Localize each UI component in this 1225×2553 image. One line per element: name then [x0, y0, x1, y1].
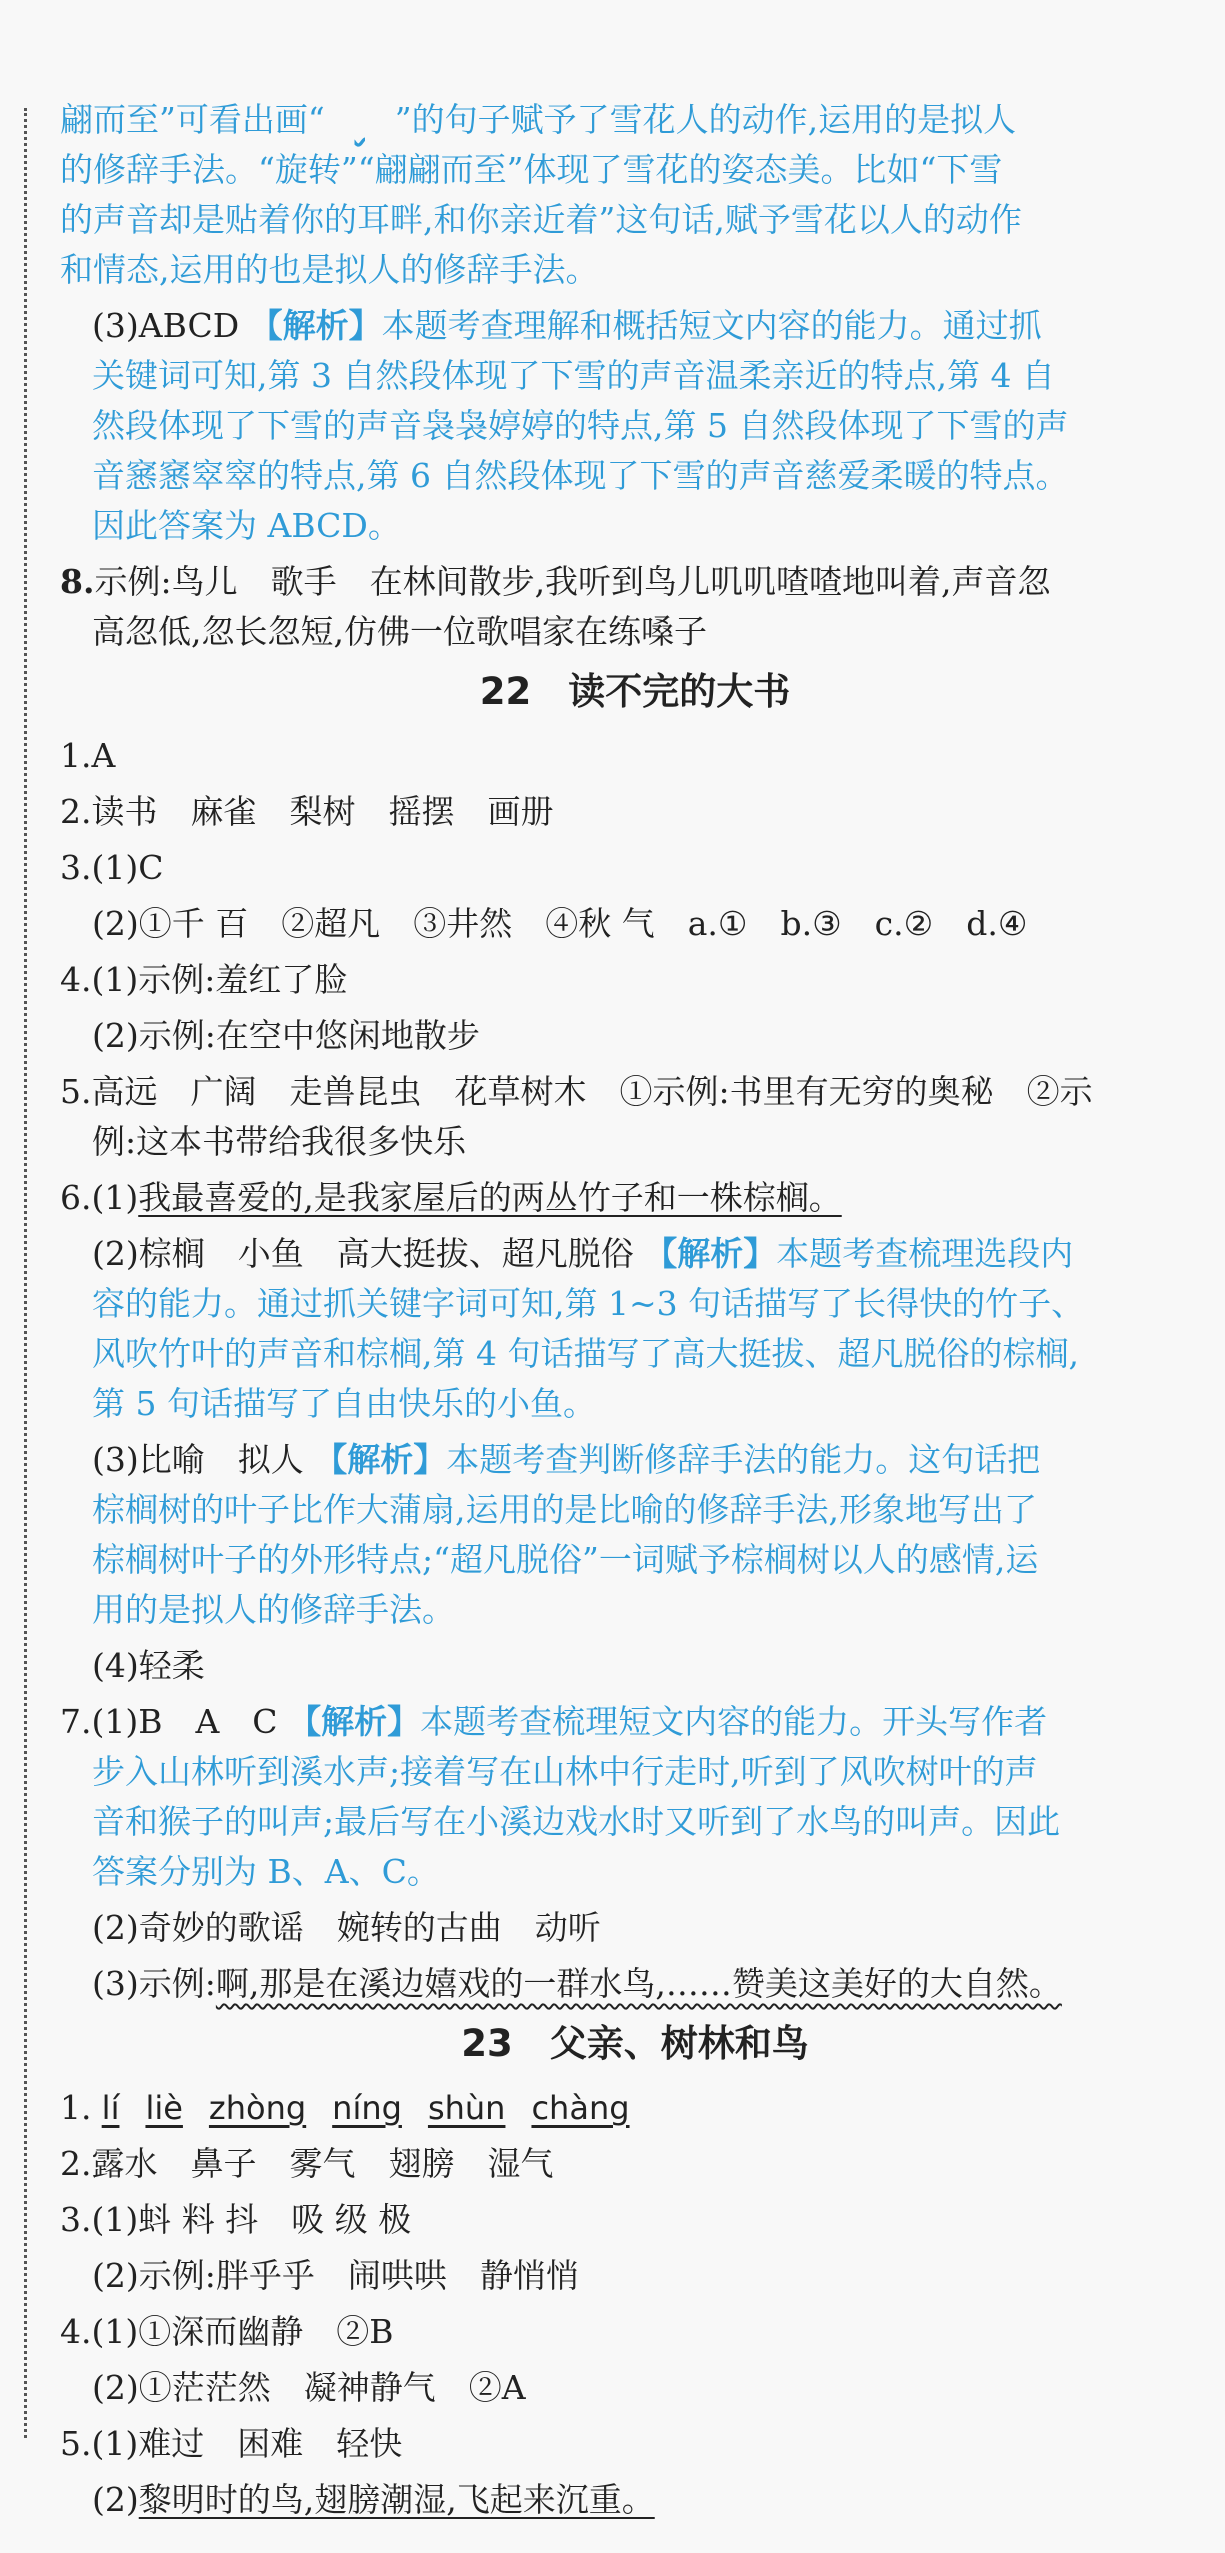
answer-22-3-2: (2)①千 百 ②超凡 ③井然 ④秋 气 a.① b.③ c.② d.④ [92, 904, 1028, 943]
underlined-sentence: 黎明时的鸟,翅膀潮湿,飞起来沉重。 [138, 2480, 655, 2519]
answer-22-7-2: (2)奇妙的歌谣 婉转的古曲 动听 [92, 1908, 601, 1947]
answer-23-3-1: 3.(1)蚪 料 抖 吸 级 极 [60, 2200, 412, 2239]
analysis-tag: 【解析】 [288, 1702, 421, 1741]
section-title-23: 23 父亲、树林和鸟 [461, 2022, 809, 2065]
answer-prefix: (3)示例: [92, 1964, 216, 2003]
answer-22-4-2: (2)示例:在空中悠闲地散步 [92, 1016, 480, 1055]
explanation-continued [60, 95, 1210, 295]
answer-22-7-3 [60, 1959, 1210, 2009]
question-number: 8. [60, 562, 95, 601]
answer-22-6-4: (4)轻柔 [92, 1646, 205, 1685]
answer-text: 例:这本书带给我很多快乐 [92, 1122, 467, 1161]
answer-text: 高忽低,忽长忽短,仿佛一位歌唱家在练嗓子 [92, 612, 707, 651]
answer-23-4-2: (2)①茫茫然 凝神静气 ②A [92, 2368, 526, 2407]
answer-23-1 [60, 2083, 1210, 2133]
answer-22-2: 2.读书 麻雀 梨树 摇摆 画册 [60, 792, 554, 831]
answer-23-3-2: (2)示例:胖乎乎 闹哄哄 静悄悄 [92, 2256, 579, 2295]
explanation-text: 翩而至”可看出画“ [60, 100, 325, 139]
analysis-line: 步入山林听到溪水声;接着写在山林中行走时,听到了风吹树叶的声 [92, 1752, 1038, 1791]
pinyin-item: liè [145, 2089, 183, 2127]
answer-prefix: (2) [92, 2480, 139, 2519]
analysis-line: 棕榈树叶子的外形特点;“超凡脱俗”一词赋予棕榈树以人的感情,运 [92, 1540, 1039, 1579]
pinyin-list [92, 2089, 656, 2127]
analysis-text: 本题考查梳理短文内容的能力。开头写作者 [420, 1702, 1048, 1741]
explanation-line: 的声音却是贴着你的耳畔,和你亲近着”这句话,赋予雪花以人的动作 [60, 200, 1022, 239]
answer-23-5-2 [60, 2475, 1210, 2525]
analysis-line: 然段体现了下雪的声音袅袅婷婷的特点,第 5 自然段体现了下雪的声 [92, 406, 1069, 445]
pinyin-item: níng [332, 2089, 402, 2127]
answer-text: 7.(1)B A C [60, 1702, 278, 1741]
answer-text: 示例:鸟儿 歌手 在林间散步,我听到鸟儿叽叽喳喳地叫着,声音忽 [94, 562, 1051, 601]
answer-text: 5.高远 广阔 走兽昆虫 花草树木 ①示例:书里有无穷的奥秘 ②示 [60, 1072, 1093, 1111]
answer-page [60, 95, 1210, 2531]
answer-prefix: 6.(1) [60, 1178, 139, 1217]
answer-text: (3)ABCD [92, 306, 240, 345]
analysis-line: 风吹竹叶的声音和棕榈,第 4 句话描写了高大挺拔、超凡脱俗的棕榈, [92, 1334, 1079, 1373]
answer-text: (2)棕榈 小鱼 高大挺拔、超凡脱俗 [92, 1234, 634, 1273]
wavy-blank [325, 95, 395, 145]
analysis-line: 关键词可知,第 3 自然段体现了下雪的声音温柔亲近的特点,第 4 自 [92, 356, 1055, 395]
analysis-text: 本题考查梳理选段内 [776, 1234, 1074, 1273]
explanation-line: 的修辞手法。“旋转”“翩翩而至”体现了雪花的姿态美。比如“下雪 [60, 150, 1003, 189]
analysis-line: 答案分别为 B、A、C。 [92, 1852, 440, 1891]
section-title-22: 22 读不完的大书 [479, 670, 791, 713]
analysis-line: 因此答案为 ABCD。 [92, 506, 401, 545]
answer-22-4-1: 4.(1)示例:羞红了脸 [60, 960, 348, 999]
pinyin-item: chàng [531, 2089, 630, 2127]
answer-22-6-1 [60, 1173, 1210, 1223]
answer-22-7-1 [60, 1697, 1210, 1897]
answer-22-5 [60, 1067, 1210, 1167]
explanation-text: ”的句子赋予了雪花人的动作,运用的是拟人 [394, 100, 1017, 139]
underlined-sentence: 我最喜爱的,是我家屋后的两丛竹子和一株棕榈。 [138, 1178, 842, 1217]
analysis-line: 容的能力。通过抓关键字词可知,第 1~3 句话描写了长得快的竹子、 [92, 1284, 1085, 1323]
analysis-tag: 【解析】 [249, 306, 382, 345]
answer-22-3-1: 3.(1)C [60, 848, 164, 887]
answer-23-2: 2.露水 鼻子 雾气 翅膀 湿气 [60, 2144, 554, 2183]
answer-text: (3)比喻 拟人 [92, 1440, 304, 1479]
analysis-line: 棕榈树的叶子比作大蒲扇,运用的是比喻的修辞手法,形象地写出了 [92, 1490, 1037, 1529]
analysis-text: 本题考查理解和概括短文内容的能力。通过抓 [381, 306, 1042, 345]
analysis-tag: 【解析】 [314, 1440, 447, 1479]
pinyin-item: lí [101, 2089, 120, 2127]
answer-22-6-3 [60, 1435, 1210, 1635]
analysis-text: 本题考查判断修辞手法的能力。这句话把 [446, 1440, 1041, 1479]
question-number: 1. [60, 2088, 92, 2127]
answer-23-5-1: 5.(1)难过 困难 轻快 [60, 2424, 403, 2463]
analysis-tag: 【解析】 [644, 1234, 777, 1273]
analysis-line: 音窸窸窣窣的特点,第 6 自然段体现了下雪的声音慈爱柔暖的特点。 [92, 456, 1069, 495]
pinyin-item: zhòng [208, 2089, 307, 2127]
answer-8 [60, 557, 1210, 657]
answer-22-6-2 [60, 1229, 1210, 1429]
answer-23-4-1: 4.(1)①深而幽静 ②B [60, 2312, 394, 2351]
answer-22-1: 1.A [60, 736, 116, 775]
answer-7-3 [60, 301, 1210, 551]
pinyin-item: shùn [427, 2089, 506, 2127]
analysis-line: 第 5 句话描写了自由快乐的小鱼。 [92, 1384, 596, 1423]
analysis-line: 音和猴子的叫声;最后写在小溪边戏水时又听到了水鸟的叫声。因此 [92, 1802, 1061, 1841]
explanation-line: 和情态,运用的也是拟人的修辞手法。 [60, 250, 599, 289]
wavy-underlined-sentence: 啊,那是在溪边嬉戏的一群水鸟,……赞美这美好的大自然。 [215, 1964, 1062, 2003]
analysis-line: 用的是拟人的修辞手法。 [92, 1590, 455, 1629]
margin-dotted-line [24, 108, 27, 2438]
